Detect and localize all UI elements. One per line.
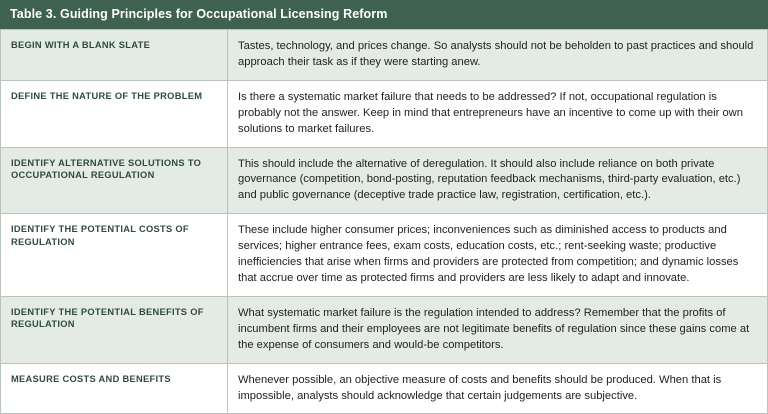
table-body bbox=[1, 30, 768, 414]
row-label: IDENTIFY THE POTENTIAL COSTS OF REGULATION bbox=[1, 214, 228, 297]
principles-table bbox=[0, 29, 768, 414]
row-label: DEFINE THE NATURE OF THE PROBLEM bbox=[1, 80, 228, 147]
row-description: This should include the alternative of deregulation. It should also include reliance on both private governance (competition, bond-posting, reputation feedback mechanisms, third-party evaluation, etc.) and public governance (deceptive trade practice law, registration, certification, etc.). bbox=[228, 147, 768, 214]
row-description: What systematic market failure is the regulation intended to address? Remember that the profits of incumbent firms and their employees are not legitimate benefits of regulation since these gains come at the expense of consumers and would-be competitors. bbox=[228, 296, 768, 363]
row-description: Is there a systematic market failure that needs to be addressed? If not, occupational regulation is probably not the answer. Keep in mind that entrepreneurs have an incentive to come up with their own solutions to market failures. bbox=[228, 80, 768, 147]
row-description: These include higher consumer prices; inconveniences such as diminished access to products and services; higher entrance fees, exam costs, education costs, etc.; rent-seeking waste; productive inefficiencies that arise when firms and providers are protected from competition; and dynamic losses that accrue over time as protected firms and providers are less likely to adapt and innovate. bbox=[228, 214, 768, 297]
row-description: Whenever possible, an objective measure of costs and benefits should be produced. When that is impossible, analysts should acknowledge that certain judgements are subjective. bbox=[228, 363, 768, 414]
table-row bbox=[1, 80, 768, 147]
table-row bbox=[1, 147, 768, 214]
row-description: Tastes, technology, and prices change. So analysts should not be beholden to past practices and should approach their task as if they were starting anew. bbox=[228, 30, 768, 81]
row-label: MEASURE COSTS AND BENEFITS bbox=[1, 363, 228, 414]
table-row bbox=[1, 363, 768, 414]
table-row bbox=[1, 30, 768, 81]
row-label: IDENTIFY ALTERNATIVE SOLUTIONS TO OCCUPATIONAL REGULATION bbox=[1, 147, 228, 214]
row-label: IDENTIFY THE POTENTIAL BENEFITS OF REGULATION bbox=[1, 296, 228, 363]
table-row bbox=[1, 214, 768, 297]
table-title: Table 3. Guiding Principles for Occupational Licensing Reform bbox=[0, 0, 768, 29]
row-label: BEGIN WITH A BLANK SLATE bbox=[1, 30, 228, 81]
table-row bbox=[1, 296, 768, 363]
